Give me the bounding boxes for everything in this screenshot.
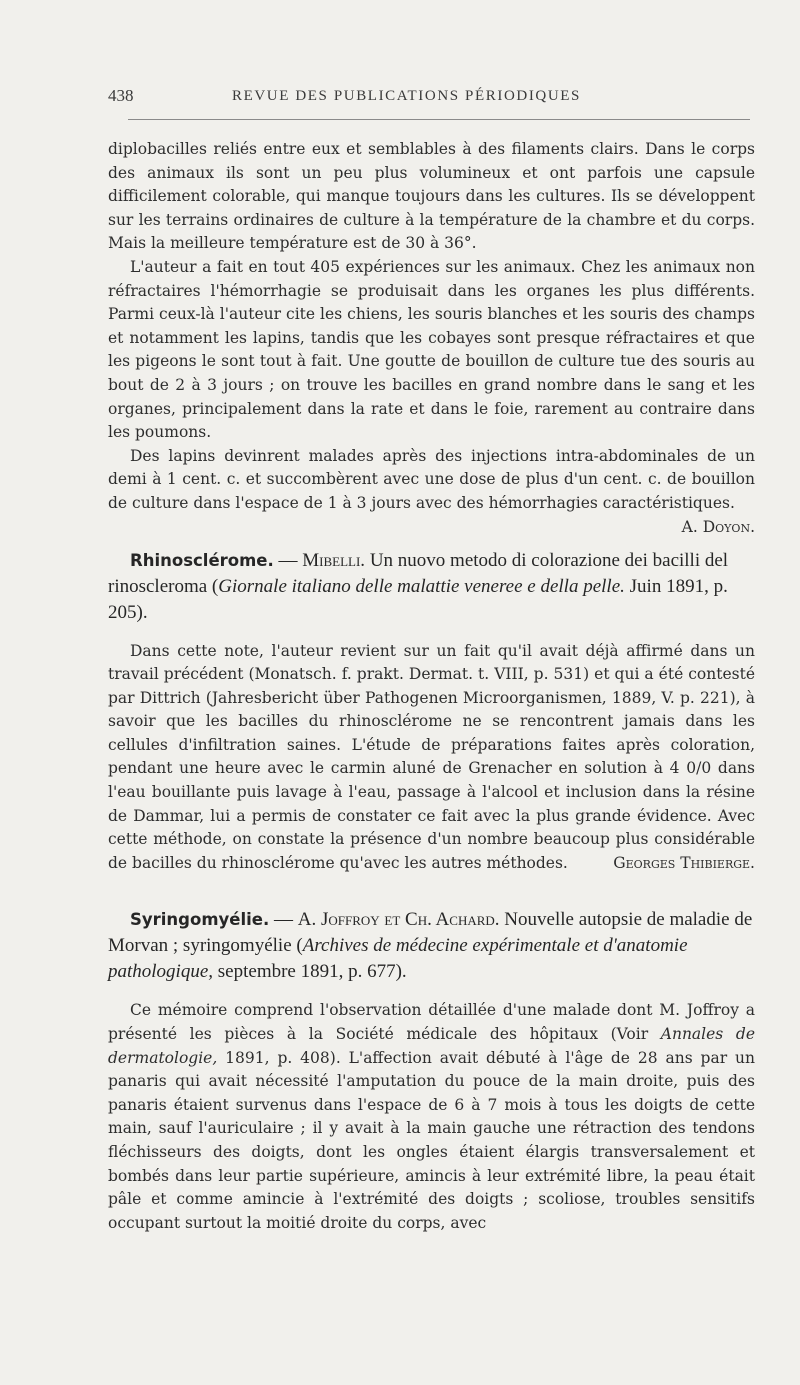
article-continued xyxy=(108,138,755,536)
article-keyword: Syringomyélie. xyxy=(130,910,270,930)
article-keyword: Rhinosclérome. xyxy=(130,550,274,570)
paragraph xyxy=(108,640,755,876)
running-title: REVUE DES PUBLICATIONS PÉRIODIQUES xyxy=(232,88,581,104)
dash: — xyxy=(273,549,303,571)
title-text: Nouvelle autopsie de maladie de Morvan ; syringomyélie ( xyxy=(108,909,753,957)
page-number: 438 xyxy=(108,86,134,105)
signature: A. Doyon. xyxy=(681,517,755,536)
reference-title: Annales de dermatologie, xyxy=(108,1025,755,1067)
journal-title: Archives de médecine expérimentale et d'anatomie pathologique, xyxy=(108,935,688,983)
title-text: Un nuovo metodo di colorazione dei bacilli del rinoscleroma ( xyxy=(108,549,729,597)
dash: — xyxy=(269,909,298,931)
paragraph-text: Ce mémoire comprend l'observation détaillée d'une malade dont M. Joffroy a présenté les pièces à la Société médicale des hôpitaux (Voir xyxy=(108,1001,755,1044)
paragraph xyxy=(108,999,755,1235)
article-body xyxy=(108,640,755,876)
title-tail: septembre 1891, p. 677). xyxy=(213,961,407,983)
paragraph xyxy=(108,445,755,536)
article-body xyxy=(108,999,755,1235)
paragraph-text: 1891, p. 408). L'affection avait débuté à l'âge de 28 ans par un panaris qui avait nécessité l'amputation du pouce de la main droite, puis des panaris étaient survenus dans l'espace de 6 à 7 mois à tous les doigts de cette main, sauf l'auriculaire ; il y avait à la main gauche une rétraction des tendons fléchisseurs des doigts, dont les ongles étaient élargis transversalement et bombés dans leur partie supérieure, amincis à leur extrémité libre, la peau était pâle et comme amincie à l'extrémité des doigts ; scoliose, troubles sensitifs occupant surtout la moitié droite du corps, avec xyxy=(108,1048,755,1232)
title-tail: Juin 1891, p. 205). xyxy=(108,575,728,623)
page-body xyxy=(108,138,755,1235)
paragraph: L'auteur a fait en tout 405 expériences sur les animaux. Chez les animaux non réfractaires l'hémorrhagie se produisait dans les organes les plus différents. Parmi ceux-là l'auteur cite les chiens, les souris blanches et les souris des champs et notamment les lapins, tandis que les cobayes sont presque réfractaires et que les pigeons le sont tout à fait. Une goutte de bouillon de culture tue des souris au bout de 2 à 3 jours ; on trouve les bacilles en grand nombre dans le sang et les organes, principalement dans la rate et dans le foie, rarement au contraire dans les poumons. xyxy=(108,257,755,442)
paragraph-text: Des lapins devinrent malades après des injections intra-abdominales de un demi à 1 cent. c. et succombèrent avec une dose de plus d'un cent. c. de bouillon de culture dans l'espace de 1 à 3 jours avec des hémorrhagies caractéristiques. xyxy=(108,446,755,512)
paragraph: diplobacilles reliés entre eux et semblables à des filaments clairs. Dans le corps des animaux ils sont un peu plus volumineux et ont parfois une capsule difficilement colorable, qui manque toujours dans les cultures. Ils se développent sur les terrains ordinaires de culture à la température de la chambre et du corps. Mais la meilleure température est de 30 à 36°. xyxy=(108,140,755,253)
paragraph-text: Dans cette note, l'auteur revient sur un fait qu'il avait déjà affirmé dans un travail précédent (Monatsch. f. prakt. Dermat. t. VIII, p. 531) et qui a été contesté par Dittrich (Jahresbericht über Pathogenen Microorganismen, 1889, V. p. 221), à savoir que les bacilles du rhinosclérome ne se rencontrent jamais dans les cellules d'infiltration saines. L'étude de préparations faites après coloration, pendant une heure avec le carmin aluné de Grenacher en solution à 4 0/0 dans l'eau bouillante puis lavage à l'eau, passage à l'alcool et inclusion dans la résine de Dammar, lui a permis de constater ce fait avec la plus grande évidence. Avec cette méthode, on constate la présence d'un nombre beaucoup plus considérable de bacilles du rhinosclérome qu'avec les autres méthodes. xyxy=(108,641,755,872)
article-rhinosclerome xyxy=(108,548,755,876)
article-authors: A. Joffroy et Ch. Achard. xyxy=(297,909,500,931)
signature: Georges Thibierge. xyxy=(613,853,755,872)
journal-title: Giornale italiano delle malattie veneree e della pelle. xyxy=(218,575,625,597)
article-author: Mibelli. xyxy=(302,549,366,571)
header-rule xyxy=(128,119,750,120)
article-syringomyelie xyxy=(108,907,755,1235)
article-heading xyxy=(108,907,755,985)
article-heading xyxy=(108,548,755,626)
